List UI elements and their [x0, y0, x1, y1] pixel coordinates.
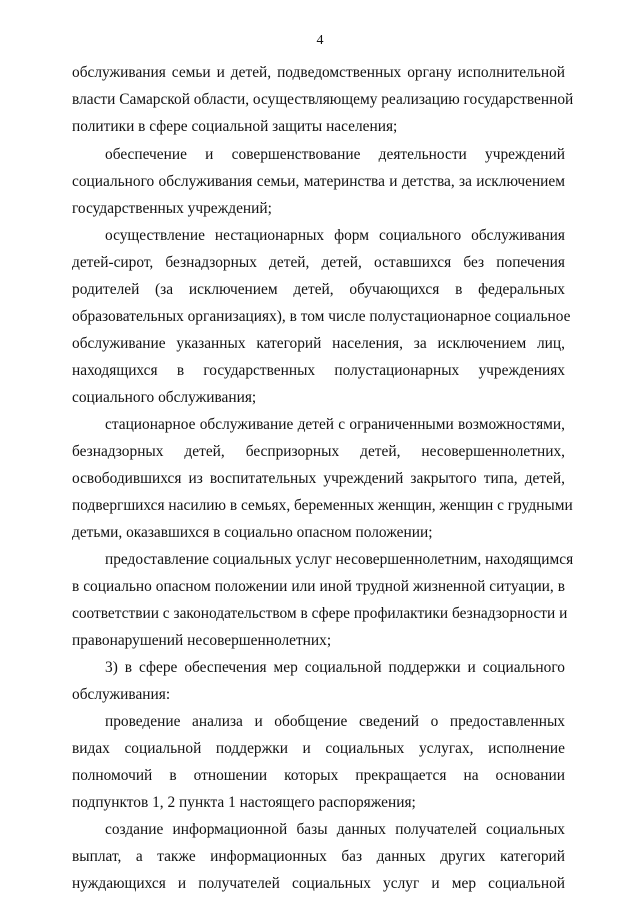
text-line: проведение анализа и обобщение сведений о предоставленных	[105, 713, 565, 730]
text-line: в социально опасном положении или иной трудной жизненной ситуации, в	[72, 578, 565, 595]
text-line: обслуживание указанных категорий населения, за исключением лиц,	[72, 335, 565, 352]
text-line: социального обслуживания;	[72, 389, 257, 406]
text-line: стационарное обслуживание детей с ограниченными возможностями,	[105, 416, 565, 433]
text-line: обслуживания семьи и детей, подведомственных органу исполнительной	[72, 64, 565, 81]
text-line: подвергшихся насилию в семьях, беременных женщин, женщин с грудными	[72, 497, 573, 514]
text-line: безнадзорных детей, беспризорных детей, несовершеннолетних,	[72, 443, 565, 460]
text-line: выплат, а также информационных баз данных других категорий	[72, 848, 565, 865]
text-line: образовательных организациях), в том числе полустационарное социальное	[72, 308, 571, 325]
text-line: детьми, оказавшихся в социально опасном положении;	[72, 524, 433, 541]
text-line: политики в сфере социальной защиты населения;	[72, 118, 398, 135]
text-line: находящихся в государственных полустационарных учреждениях	[72, 362, 565, 379]
text-line: соответствии с законодательством в сфере профилактики безнадзорности и	[72, 605, 568, 622]
text-line: видах социальной поддержки и социальных услугах, исполнение	[72, 740, 565, 757]
text-line: 3) в сфере обеспечения мер социальной поддержки и социального	[105, 659, 565, 676]
text-line: обеспечение и совершенствование деятельности учреждений	[105, 146, 565, 163]
text-line: детей-сирот, безнадзорных детей, детей, оставшихся без попечения	[72, 254, 565, 271]
page-number: 4	[316, 33, 324, 48]
text-line: социального обслуживания семьи, материнства и детства, за исключением	[72, 173, 565, 190]
text-line: осуществление нестационарных форм социального обслуживания	[105, 227, 565, 244]
text-line: правонарушений несовершеннолетних;	[72, 632, 332, 649]
text-line: освободившихся из воспитательных учреждений закрытого типа, детей,	[72, 470, 565, 487]
text-line: власти Самарской области, осуществляющему реализацию государственной	[72, 91, 574, 108]
text-line: обслуживания:	[72, 686, 171, 703]
text-line: предоставление социальных услуг несовершеннолетним, находящимся	[105, 551, 574, 568]
text-line: государственных учреждений;	[72, 200, 272, 217]
text-line: полномочий в отношении которых прекращается на основании	[72, 767, 565, 784]
text-line: подпунктов 1, 2 пункта 1 настоящего распоряжения;	[72, 794, 416, 811]
text-line: нуждающихся и получателей социальных услуг и мер социальной	[72, 875, 565, 892]
text-line: родителей (за исключением детей, обучающихся в федеральных	[72, 281, 565, 298]
text-line: создание информационной базы данных получателей социальных	[105, 821, 565, 838]
